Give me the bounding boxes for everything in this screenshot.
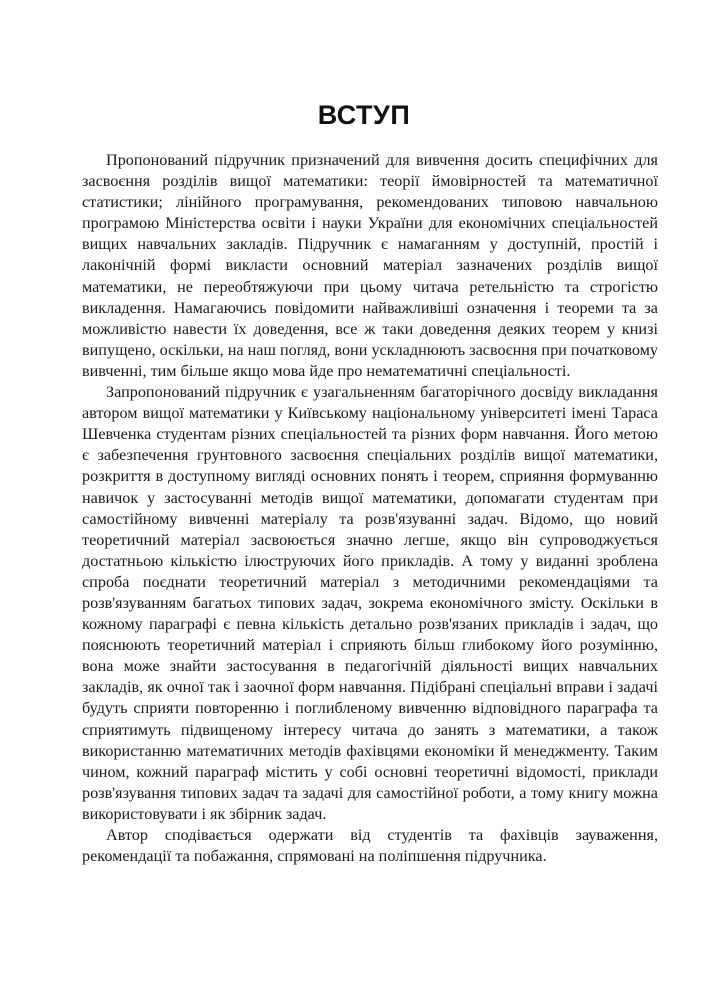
body-text [82,150,658,867]
paragraph-3: Автор сподівається одержати від студентів та фахівців зауваження, рекомендації та побажання, спрямовані на поліпшення підручника. [82,826,658,866]
paragraph-1: Пропонований підручник призначений для вивчення досить специфічних для засвоєння розділів вищої математики: теорії ймовірностей та математичної статистики; лінійного програмування, рекомендованих типовою навчальною програмою Міністерства освіти і науки України для економічних спеціальностей вищих навчальних закладів. Підручник є намаганням у доступній, простій і лаконічній формі викласти основний матеріал зазначених розділів вищої математики, не переобтяжуючи при цьому читача ретельністю та строгістю викладення. Намагаючись повідомити найважливіші означення і теореми та за можливістю навести їх доведення, все ж таки доведення деяких теорем у книзі випущено, оскільки, на наш погляд, вони ускладнюють засвоєння при початковому вивченні, тим більше якщо мова йде про нематематичні спеціальності. [82,151,658,380]
paragraph-2: Запропонований підручник є узагальненням багаторічного досвіду викладання автором вищої математики у Київському національному університеті імені Тараса Шевченка студентам різних спеціальностей та різних форм навчання. Його метою є забезпечення грунтовного засвоєння спеціальних розділів вищої математики, розкриття в доступному вигляді основних понять і теорем, сприяння формуванню навичок у застосуванні методів вищої математики, допомагати студентам при самостійному вивченні матеріалу та розв'язуванні задач. Відомо, що новий теоретичний матеріал засвоюється значно легше, якщо він супроводжується достатньою кількістю ілюструючих його прикладів. А тому у виданні зроблена спроба поєднати теоретичний матеріал з методичними рекомендаціями та розв'язуванням багатьох типових задач, зокрема економічного змісту. Оскільки в кожному параграфі є певна кількість детально розв'язаних прикладів і задач, що пояснюють теоретичний матеріал і сприяють більш глибокому його розумінню, вона може знайти застосування в педагогічній діяльності вищих навчальних закладів, як очної так і заочної форм навчання. Підібрані спеціальні вправи і задачі будуть сприяти повторенню і поглибленому вивченню відповідного параграфа та сприятимуть підвищеному інтересу читача до занять з математики, а також використанню математичних методів фахівцями економіки й менеджменту. Таким чином, кожний параграф містить у собі основні теоретичні відомості, приклади розв'язування типових задач та задачі для самостійної роботи, а тому книгу можна використовувати і як збірник задач. [82,383,658,823]
page-title: ВСТУП [317,100,411,130]
